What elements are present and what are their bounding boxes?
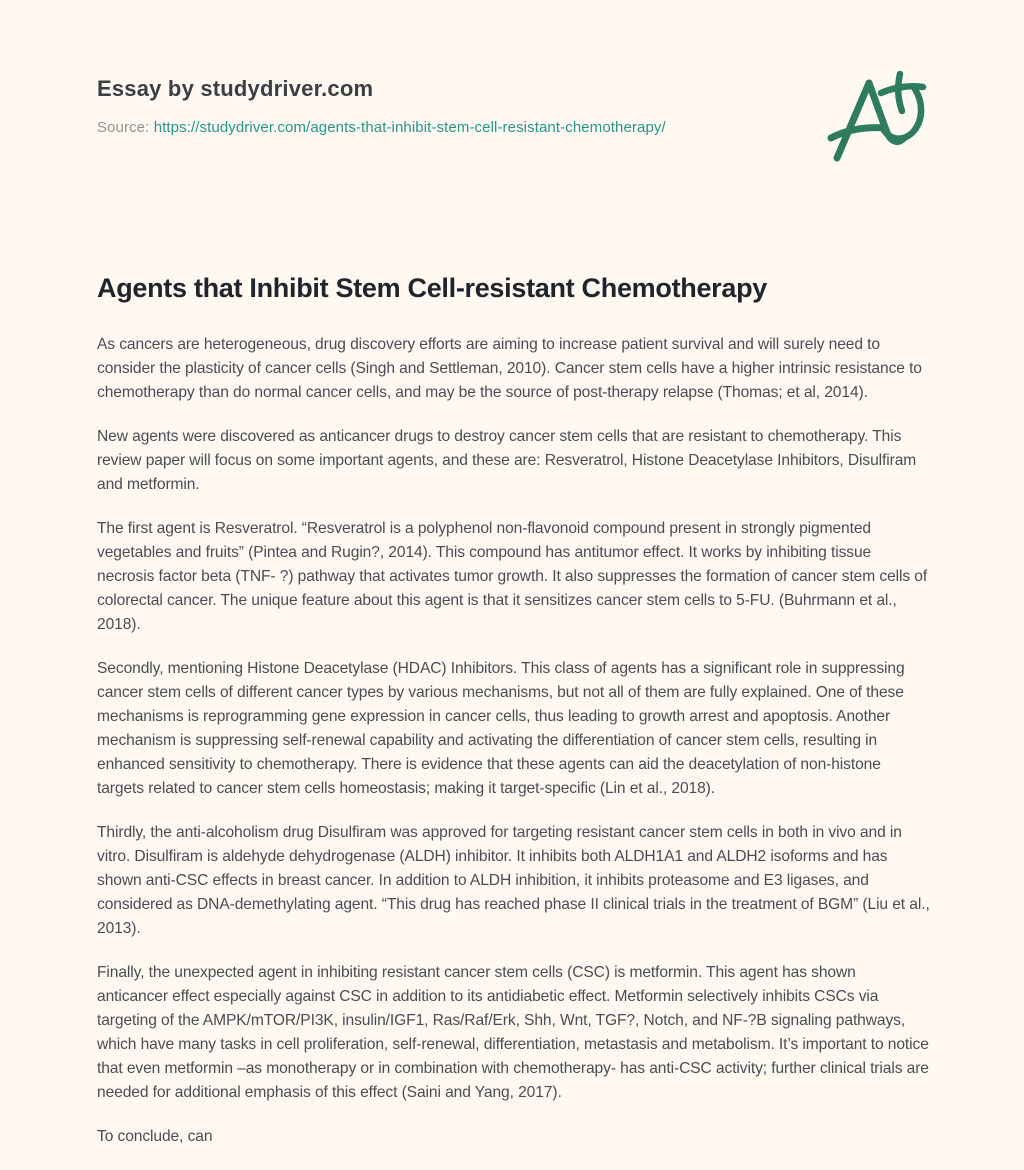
essay-paragraph: New agents were discovered as anticancer drugs to destroy cancer stem cells that are resistant to chemotherapy. This review paper will focus on some important agents, and these are: Resveratrol, Histone Deacetylase Inhibitors, Disulfiram and metformin. (97, 427, 917, 493)
essay-paragraph: As cancers are heterogeneous, drug discovery efforts are aiming to increase patient survival and will surely need to consider the plasticity of cancer cells (Singh and Settleman, 2010). Cancer stem cells have a higher intrinsic resistance to chemotherapy than do normal cancer cells, and may be the source of post-therapy relapse (Thomas; et al, 2014). (97, 335, 922, 401)
essay-body (97, 333, 930, 1149)
a-plus-logo-icon (824, 70, 928, 168)
essay-paragraph: The first agent is Resveratrol. “Resveratrol is a polyphenol non-flavonoid compound present in strongly pigmented vegetables and fruits” (Pintea and Rugin?, 2014). This compound has antitumor effect. It works by inhibiting tissue necrosis factor beta (TNF- ?) pathway that activates tumor growth. It also suppresses the formation of cancer stem cells of colorectal cancer. The unique feature about this agent is that it sensitizes cancer stem cells to 5-FU. (Buhrmann et al., 2018). (97, 519, 928, 633)
essay-title: Agents that Inhibit Stem Cell-resistant Chemotherapy (97, 273, 768, 303)
essay-paragraph-truncated: To conclude, can (97, 1127, 213, 1145)
essay-paragraph: Secondly, mentioning Histone Deacetylase (HDAC) Inhibitors. This class of agents has a significant role in suppressing cancer stem cells of different cancer types by various mechanisms, but not all of them are fully explained. One of these mechanisms is reprogramming gene expression in cancer cells, thus leading to growth arrest and apoptosis. Another mechanism is suppressing self-renewal capability and activating the differentiation of cancer stem cells, resulting in enhanced sensitivity to chemotherapy. There is evidence that these agents can aid the deacetylation of non-histone targets related to cancer stem cells homeostasis; making it target-specific (Lin et al., 2018). (97, 659, 905, 797)
studydriver-logo (824, 70, 928, 168)
essay-byline: Essay by studydriver.com (97, 76, 374, 101)
header-left (97, 76, 666, 136)
source-link[interactable]: https://studydriver.com/agents-that-inhibit-stem-cell-resistant-chemotherapy/ (153, 119, 666, 137)
source-line (97, 119, 666, 136)
source-label: Source: (97, 119, 150, 137)
essay-paragraph: Thirdly, the anti-alcoholism drug Disulfiram was approved for targeting resistant cancer stem cells in both in vivo and in vitro. Disulfiram is aldehyde dehydrogenase (ALDH) inhibitor. It inhibits both ALDH1A1 and ALDH2 isoforms and has shown anti-CSC effects in breast cancer. In addition to ALDH inhibition, it inhibits proteasome and E3 ligases, and considered as DNA-demethylating agent. “This drug has reached phase II clinical trials in the treatment of BGM” (Liu et al., 2013). (97, 823, 930, 937)
essay-paragraph: Finally, the unexpected agent in inhibiting resistant cancer stem cells (CSC) is metformin. This agent has shown anticancer effect especially against CSC in addition to its antidiabetic effect. Metformin selectively inhibits CSCs via targeting of the AMPK/mTOR/PI3K, insulin/IGF1, Ras/Raf/Erk, Shh, Wnt, TGF?, Notch, and NF-?B signaling pathways, which have many tasks in cell proliferation, self-renewal, differentiation, metastasis and metabolism. It’s important to notice that even metformin –as monotherapy or in combination with chemotherapy- has anti-CSC activity; further clinical trials are needed for additional emphasis of this effect (Saini and Yang, 2017). (97, 963, 929, 1101)
page-header (97, 76, 930, 168)
